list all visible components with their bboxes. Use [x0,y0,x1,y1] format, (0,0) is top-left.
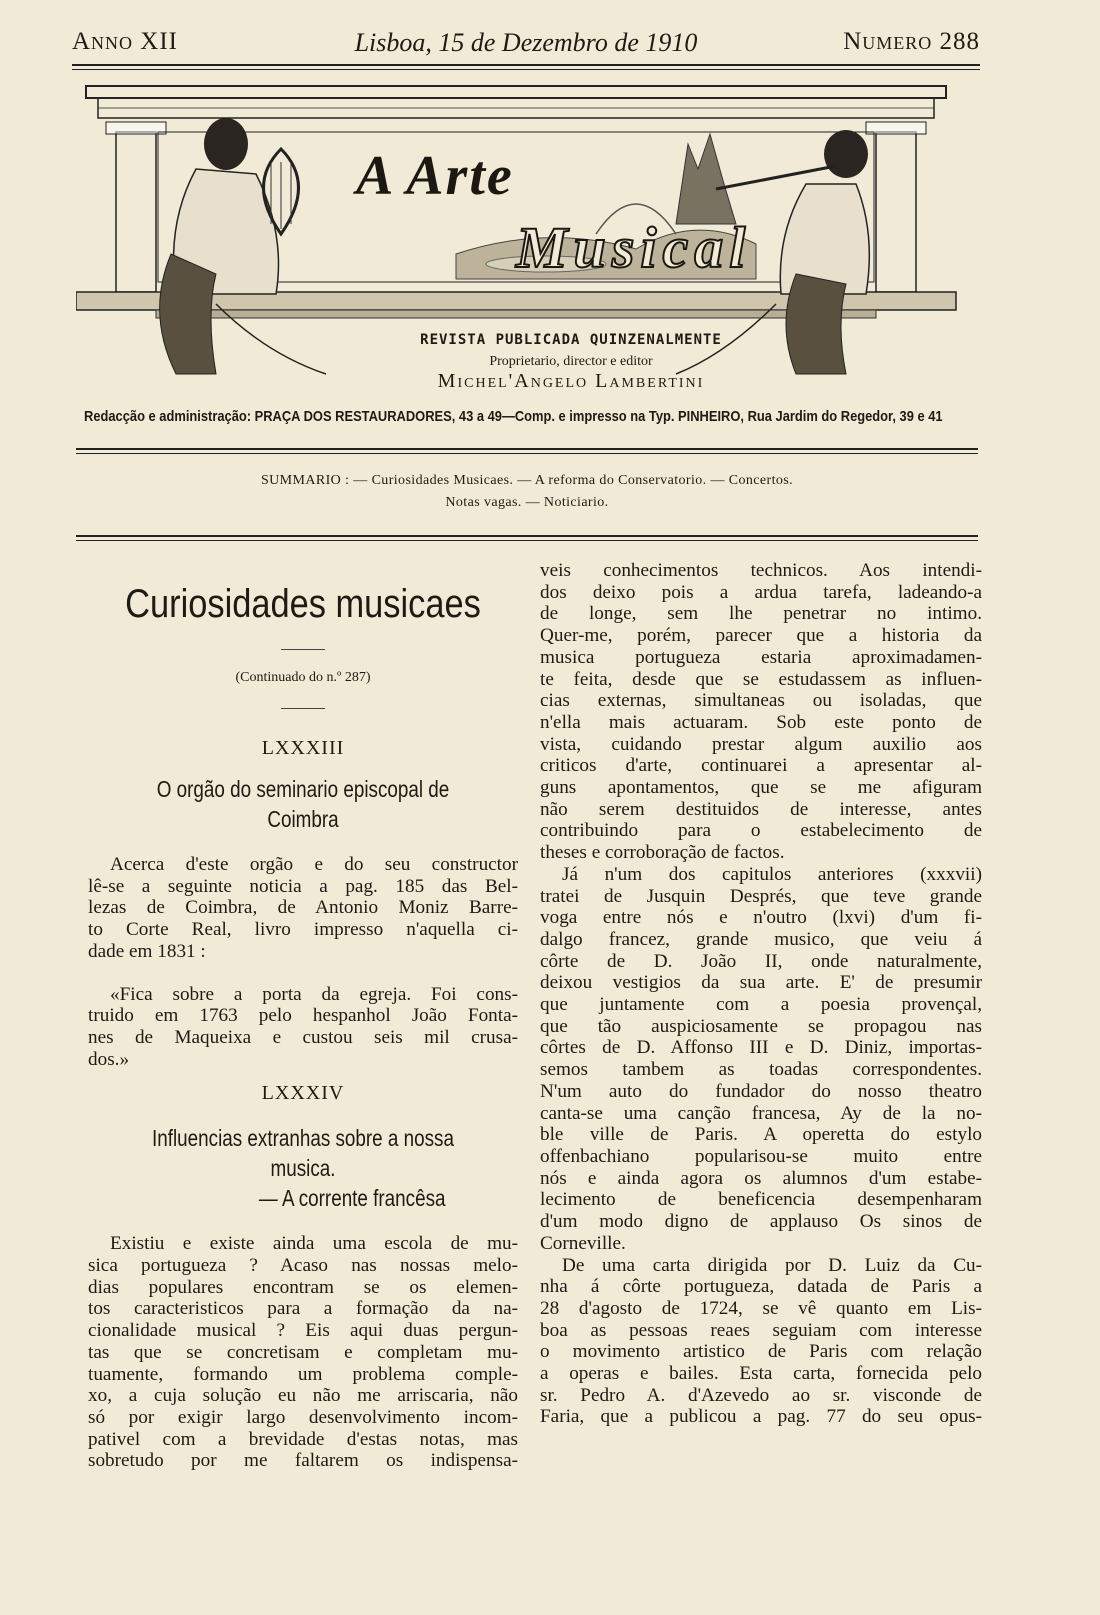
address-rule-thin [76,453,978,454]
text-line: guns apontamentos, que se me afiguram [540,777,982,799]
left-column [88,560,518,1472]
text-line: 28 d'agosto de 1724, se vê quanto em Lis- [540,1297,982,1319]
section-title-line: — A corrente francêsa [258,1185,446,1212]
masthead-subtitle: REVISTA PUBLICADA QUINZENALMENTE [420,332,722,348]
text-line: tuamente, formando um problema comple- [88,1363,518,1385]
text-line: Corneville. [540,1232,626,1254]
quote-paragraph [88,984,518,1071]
issue-header [72,22,980,62]
text-line: vista, cuidando prestar algum auxilio aos [540,733,982,755]
text-line: Existiu e existe ainda uma escola de mu- [110,1233,518,1255]
masthead [76,74,976,404]
text-line: dalgo francez, grande musico, que veiu á [540,928,982,950]
text-line: criticos d'arte, continuarei a apresentar al- [540,755,982,777]
paragraph [540,560,982,864]
text-line: tratei de Jusquin Després, que teve grande [540,885,982,907]
masthead-editor: Michel'Angelo Lambertini [437,370,705,392]
text-line: que juntamente com a poesia provençal, [540,994,982,1016]
paragraph [88,854,518,963]
text-line: dos.» [88,1048,130,1070]
summary-rule [76,535,978,537]
masthead-title-second: Musical [516,215,752,280]
text-line: nha á côrte portugueza, datada de Paris a [540,1276,982,1298]
text-line: nes de Maqueixa e custou seis mil crusa- [88,1026,518,1048]
date-line: Lisboa, 15 de Dezembro de 1910 [354,28,698,57]
text-line: dade em 1831 : [88,940,206,962]
editorial-address: Redacção e administração: PRAÇA DOS RESTAURADORES, 43 a 49—Comp. e impresso na Typ. PINHEIRO, Rua Jardim do Regedor, 39 e 41 [84,408,943,425]
text-line: truido em 1763 pelo hespanhol João Fonta- [88,1005,518,1027]
text-line: sr. Pedro A. d'Azevedo ao sr. visconde de [540,1384,982,1406]
text-line: não serem destituidos de interesse, antes [540,798,982,820]
text-line: xo, a cuja solução eu não me arriscaria, não [88,1385,518,1407]
text-line: n'ella mais actuaram. Sob este ponto de [540,711,982,733]
text-line: «Fica sobre a porta da egreja. Foi cons- [110,983,518,1005]
text-line: d'um modo digno de applauso Os sinos de [540,1211,982,1233]
summary-line: Notas vagas. — Noticiario. [445,495,609,510]
text-line: cionalidade musical ? Eis aqui duas pergun- [88,1320,518,1342]
issue-number: Numero 288 [843,28,980,55]
text-line: canta-se uma canção francesa, Ay de la no- [540,1102,982,1124]
text-line: contribuindo para o estabelecimento de [540,820,982,842]
text-line: cias externas, simultaneas ou isoladas, que [540,690,982,712]
paragraph [540,1255,982,1429]
text-line: De uma carta dirigida por D. Luiz da Cu- [562,1254,982,1276]
text-line: lezas de Coimbra, de Antonio Moniz Barre- [88,897,518,919]
title-rule [281,649,325,650]
text-line: ble ville de Paris. A operetta do estylo [540,1124,982,1146]
paragraph [88,1233,518,1472]
text-line: sica portugueza ? Acaso nas nossas melo- [88,1255,518,1277]
text-line: pativel com a brevidade d'estas notas, mas [88,1428,518,1450]
text-line: a operas e bailes. Esta carta, fornecida pelo [540,1363,982,1385]
text-line: côrtes de D. Affonso III e D. Diniz, importas- [540,1037,982,1059]
text-line: to Corte Real, livro impresso n'aquella ci- [88,919,518,941]
address-rule [76,448,978,450]
header-rule-thin [72,69,980,70]
text-line: Faria, que a publicou a pag. 77 do seu opus- [540,1406,982,1428]
section-title [127,1123,480,1213]
text-line: veis conhecimentos technicos. Aos intendi- [540,560,982,581]
masthead-title: A Arte [356,145,514,207]
text-line: Quer-me, porém, parecer que a historia da [540,625,982,647]
text-line: N'um auto do fundador do nosso theatro [540,1080,982,1102]
summary-line: SUMMARIO : — Curiosidades Musicaes. — A reforma do Conservatorio. — Concertos. [260,473,794,488]
text-line: Já n'um dos capitulos anteriores (xxxvii) [562,863,982,885]
text-line: nós e ainda agora os alumnos d'um estabe- [540,1167,982,1189]
text-line: Acerca d'este orgão e do seu constructor [110,854,518,875]
text-line: de longe, sem lhe penetrar no intimo. [540,603,982,625]
text-line: tas que se concretisam e completam mu- [88,1341,518,1363]
section-title-line: Influencias extranhas sobre a nossa musica. [152,1125,454,1182]
summary-rule-thin [76,540,978,541]
text-line: musica portugueza estaria aproximadamen- [540,646,982,668]
continued-note: (Continuado do n.º 287) [235,670,371,685]
text-line: semos tambem as toadas correspondentes. [540,1059,982,1081]
text-line: voga entre nós e n'outro (lxvi) d'um fi- [540,907,982,929]
text-line: deixou vestigios da sua arte. E' de presumir [540,972,982,994]
text-line: boa as pessoas reaes seguiam com interesse [540,1319,982,1341]
text-line: dias populares encontram se os elemen- [88,1276,518,1298]
section-title [127,774,480,834]
text-line: só por exigir largo desenvolvimento incom- [88,1406,518,1428]
volume-label: Anno XII [72,28,179,55]
section-title-line: O orgão do seminario episcopal de Coimbra [156,776,450,832]
right-column [540,560,982,1428]
header-rule [72,64,980,66]
text-line: offenbachiano popularisou-se muito entre [540,1145,982,1167]
text-line: lê-se a seguinte noticia a pag. 185 das Bel- [88,875,518,897]
paragraph [540,864,982,1255]
section-number: LXXXIV [261,1082,345,1105]
text-line: tos caracteristicos para a formação da na- [88,1298,518,1320]
text-line: sobretudo por me faltarem os indispensa- [88,1450,518,1472]
text-line: theses e corroboração de factos. [540,842,785,864]
text-line: lecimento de beneficencia desempenharam [540,1189,982,1211]
text-line: o movimento artistico de Paris com relação [540,1341,982,1363]
text-line: te feita, desde que se estudassem as influen- [540,668,982,690]
section-number: LXXXIII [261,737,345,759]
text-line: que tão auspiciosamente se propagou nas [540,1015,982,1037]
article-title: Curiosidades musicaes [125,582,481,626]
text-line: côrte de D. João II, onde naturalmente, [540,950,982,972]
masthead-proprietor: Proprietario, director e editor [489,354,653,369]
text-line: dos deixo pois a ardua tarefa, ladeando-a [540,581,982,603]
continued-rule [281,708,325,709]
summary-block [76,470,978,514]
